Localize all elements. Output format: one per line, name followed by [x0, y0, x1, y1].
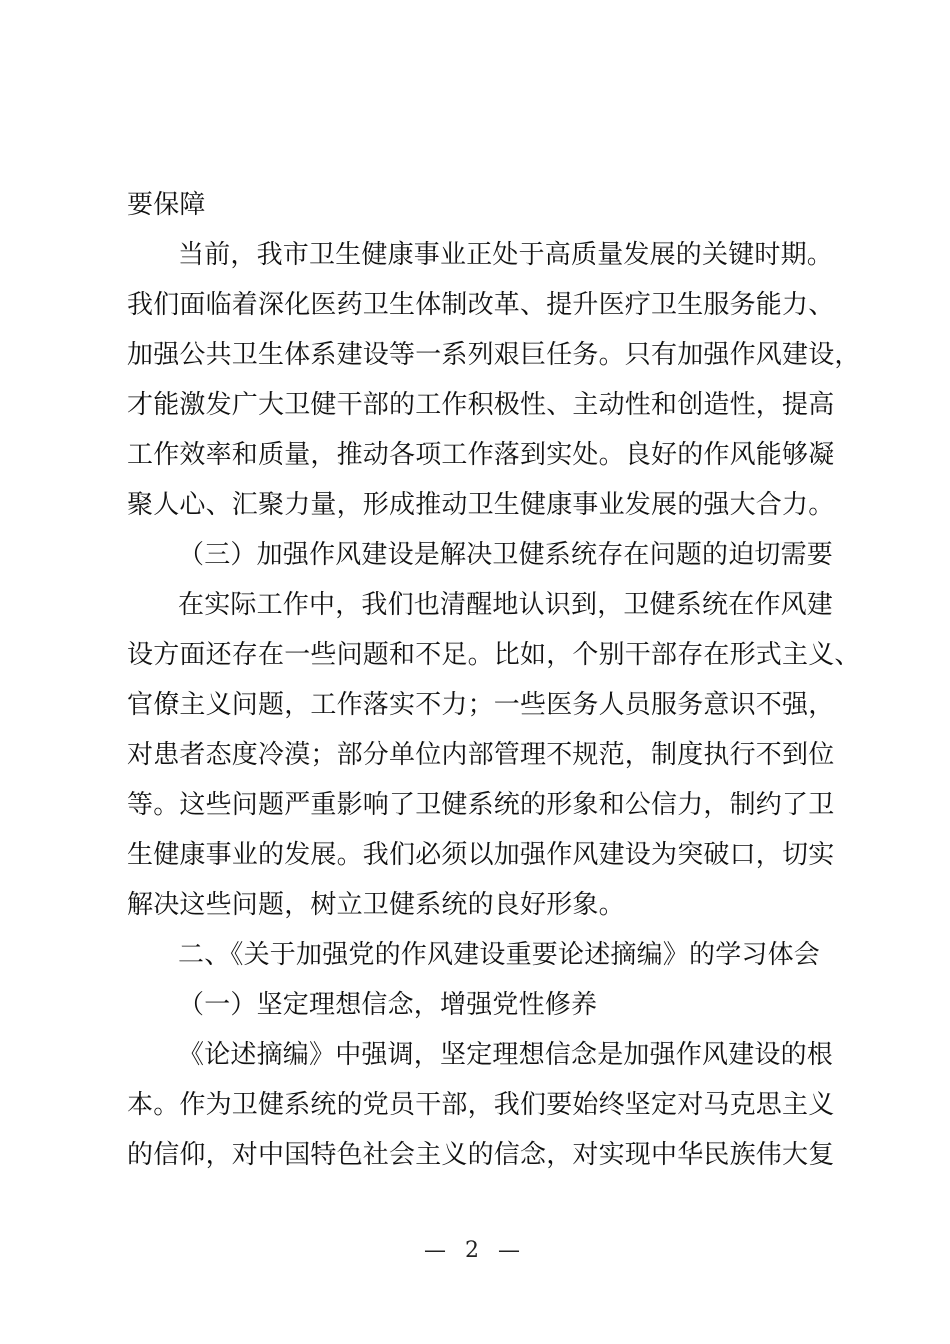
- text-line: 加强公共卫生体系建设等一系列艰巨任务。只有加强作风建设，: [127, 340, 861, 370]
- text-line: 我们面临着深化医药卫生体制改革、提升医疗卫生服务能力、: [127, 290, 835, 320]
- section-heading: （三）加强作风建设是解决卫健系统存在问题的迫切需要: [178, 540, 834, 570]
- text-line: 的信仰，对中国特色社会主义的信念，对实现中华民族伟大复: [127, 1140, 835, 1170]
- page-number: — 2 —: [424, 1238, 526, 1263]
- text-line: 对患者态度冷漠；部分单位内部管理不规范，制度执行不到位: [127, 740, 835, 770]
- paragraph-start: 《论述摘编》中强调，坚定理想信念是加强作风建设的根: [178, 1040, 834, 1070]
- paragraph-start: 当前，我市卫生健康事业正处于高质量发展的关键时期。: [178, 240, 834, 270]
- text-line: 要保障: [127, 190, 206, 220]
- text-line: 本。作为卫健系统的党员干部，我们要始终坚定对马克思主义: [127, 1090, 835, 1120]
- text-line: 设方面还存在一些问题和不足。比如，个别干部存在形式主义、: [127, 640, 861, 670]
- text-line: 才能激发广大卫健干部的工作积极性、主动性和创造性，提高: [127, 390, 835, 420]
- paragraph-start: 在实际工作中，我们也清醒地认识到，卫健系统在作风建: [178, 590, 834, 620]
- text-line: 生健康事业的发展。我们必须以加强作风建设为突破口，切实: [127, 840, 835, 870]
- text-line: 等。这些问题严重影响了卫健系统的形象和公信力，制约了卫: [127, 790, 835, 820]
- section-heading: （一）坚定理想信念，增强党性修养: [178, 990, 598, 1020]
- text-line: 工作效率和质量，推动各项工作落到实处。良好的作风能够凝: [127, 440, 835, 470]
- text-line: 聚人心、汇聚力量，形成推动卫生健康事业发展的强大合力。: [127, 490, 835, 520]
- text-line: 解决这些问题，树立卫健系统的良好形象。: [127, 890, 625, 920]
- text-line: 官僚主义问题，工作落实不力；一些医务人员服务意识不强，: [127, 690, 835, 720]
- chapter-heading: 二、《关于加强党的作风建设重要论述摘编》的学习体会: [178, 940, 821, 970]
